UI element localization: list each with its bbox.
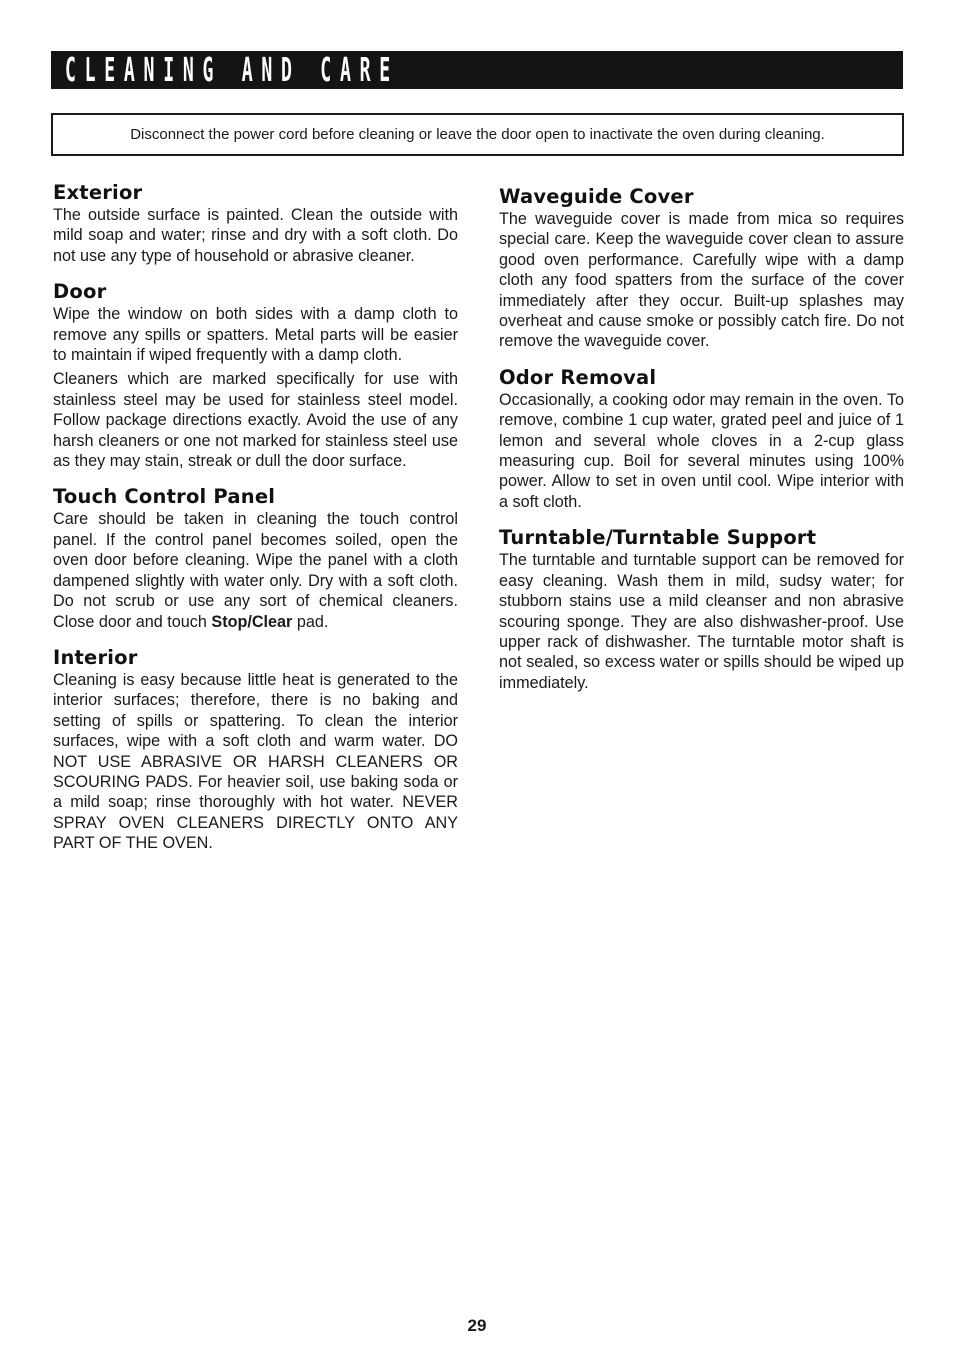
notice-box — [51, 113, 904, 156]
heading-door: Door — [53, 280, 107, 304]
section-turntable — [499, 526, 904, 693]
section-touch-control-panel — [53, 485, 458, 631]
section-interior — [53, 646, 458, 854]
heading-interior: Interior — [53, 645, 138, 669]
touch-panel-paragraph — [53, 509, 458, 631]
left-column — [53, 181, 458, 854]
heading-odor-removal: Odor Removal — [499, 365, 657, 389]
page-number: 29 — [467, 1316, 487, 1335]
touch-panel-text: Care should be taken in cleaning the touch control panel. If the control panel becomes soiled, open the oven door before cleaning. Wipe the panel with a cloth dampened slightly with water only. Dry with a soft cloth. Do not scrub or use any sort of chemical cleaners. Close door and touch — [53, 510, 458, 631]
section-odor-removal — [499, 366, 904, 512]
exterior-paragraph: The outside surface is painted. Clean the outside with mild soap and water; rinse and dry with a soft cloth. Do not use any type of household or abrasive cleaner. — [53, 206, 458, 265]
heading-turntable: Turntable/Turntable Support — [499, 526, 817, 550]
door-paragraph-2: Cleaners which are marked specifically for use with stainless steel may be used for stainless steel model. Follow package directions exactly. Avoid the use of any harsh cleaners or one not marked for stainless steel use as they may stain, streak or dull the door surface. — [53, 370, 458, 471]
waveguide-paragraph: The waveguide cover is made from mica so requires special care. Keep the waveguide cover clean to assure good oven performance. Carefully wipe with a damp cloth any food spatters from the surface of the cover immediately after they occur. Built-up splashes may overheat and cause smoke or possibly catch fire. Do not remove the waveguide cover. — [499, 210, 904, 351]
section-door — [53, 280, 458, 471]
heading-touch-control-panel: Touch Control Panel — [53, 485, 276, 509]
door-paragraph-1: Wipe the window on both sides with a damp cloth to remove any spills or spatters. Metal parts will be easier to maintain if wiped frequently with a damp cloth. — [53, 305, 458, 365]
page-title: CLEANING AND CARE — [65, 50, 399, 89]
odor-paragraph: Occasionally, a cooking odor may remain in the oven. To remove, combine 1 cup water, grated peel and juice of 1 lemon and several whole cloves in a 2-cup glass measuring cup. Boil for several minutes using 100% power. Allow to set in oven until cool. Wipe interior with a soft cloth. — [499, 390, 904, 511]
heading-waveguide-cover: Waveguide Cover — [499, 185, 694, 208]
right-column — [499, 185, 904, 693]
section-exterior — [53, 181, 458, 266]
touch-panel-text-end: pad. — [292, 612, 329, 631]
stop-clear-label: Stop/Clear — [211, 612, 293, 631]
interior-paragraph: Cleaning is easy because little heat is generated to the interior surfaces; therefore, there is no baking and setting of spills or spattering. To clean the interior surfaces, wipe with a soft cloth and warm water. DO NOT USE ABRASIVE OR HARSH CLEANERS OR SCOURING PADS. For heavier soil, use baking soda or a mild soap; rinse thoroughly with hot water. NEVER SPRAY OVEN CLEANERS DIRECTLY ONTO ANY PART OF THE OVEN. — [53, 670, 458, 853]
heading-exterior: Exterior — [53, 181, 143, 204]
turntable-paragraph: The turntable and turntable support can be removed for easy cleaning. Wash them in mild, sudsy water; for stubborn stains use a mild cleanser and non abrasive scouring sponge. They are also dishwasher-proof. Use upper rack of dishwasher. The turntable motor shaft is not sealed, so excess water or spills should be wiped up immediately. — [499, 551, 904, 692]
notice-text: Disconnect the power cord before cleaning or leave the door open to inactivate the oven during cleaning. — [130, 126, 825, 143]
section-waveguide-cover — [499, 185, 904, 352]
title-bar — [51, 51, 903, 89]
